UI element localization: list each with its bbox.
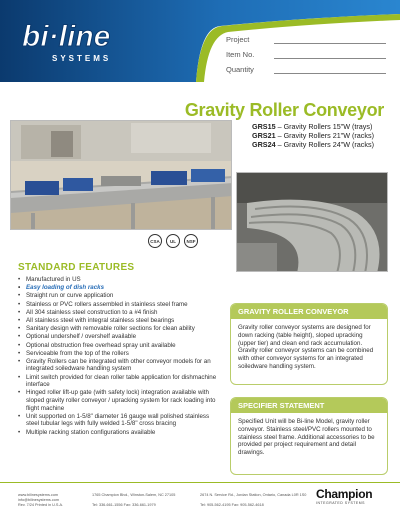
project-field[interactable] xyxy=(226,30,386,44)
feature-item: • All stainless steel with integral stainless steel bearings xyxy=(18,317,218,325)
model-desc: – Gravity Rollers 15"W (trays) xyxy=(275,122,373,131)
header xyxy=(0,0,400,82)
features-title: STANDARD FEATURES xyxy=(18,262,135,273)
feature-item: • Stainless or PVC rollers assembled in stainless steel frame xyxy=(18,301,218,309)
feature-item: • Serviceable from the top of the rollers xyxy=(18,350,218,358)
footer-address-ca xyxy=(200,493,306,508)
champion-logo xyxy=(316,487,388,511)
kitchen-conveyor-photo xyxy=(10,120,232,230)
model-row xyxy=(252,140,392,149)
footer-contact-web xyxy=(18,493,63,508)
footer-ca-address: 2674 N. Service Rd., Jordan Station, Ontario, Canada L0R 1S0 xyxy=(200,493,307,497)
nsf-mark-icon: NSF xyxy=(184,234,198,248)
feature-item: • Manufactured in US xyxy=(18,276,218,284)
feature-item: • Unit supported on 1-5/8" diameter 16 gauge wall polished stainless steel tubular legs with fully welded 1-5/8" cross bracing xyxy=(18,413,218,428)
model-code: GRS21 xyxy=(252,131,276,140)
quantity-line xyxy=(274,65,386,74)
specifier-box-title: SPECIFIER STATEMENT xyxy=(231,398,387,413)
logo-wordmark: bi·line xyxy=(22,20,111,53)
model-list xyxy=(252,122,392,149)
item-no-label: Item No. xyxy=(226,50,255,59)
feature-item: • All 304 stainless steel construction to a #4 finish xyxy=(18,309,218,317)
model-code: GRS15 xyxy=(252,122,276,131)
logo-subtitle: SYSTEMS xyxy=(52,54,112,63)
footer-us-address: 1765 Champion Blvd., Winston-Salem, NC 27105 xyxy=(92,493,176,497)
feature-item: • Easy loading of dish racks xyxy=(18,284,218,292)
item-no-field[interactable] xyxy=(226,45,386,59)
model-row xyxy=(252,122,392,131)
project-label: Project xyxy=(226,35,250,44)
project-fields xyxy=(226,30,386,75)
conveyor-description-box xyxy=(230,303,388,385)
footer-revision: Rev. 7/24 Printed in U.S.A. xyxy=(18,503,64,507)
model-desc: – Gravity Rollers 21"W (racks) xyxy=(275,131,374,140)
footer-address-us xyxy=(92,493,175,508)
model-row xyxy=(252,131,392,140)
feature-item: • Limit switch provided for clean roller table application for dishmachine interface xyxy=(18,374,218,389)
champion-subtitle: INTEGRATED SYSTEMS xyxy=(316,501,365,505)
quantity-label: Quantity xyxy=(226,65,254,74)
feature-item: • Hinged roller lift-up gate (with safety lock) integration available with sloped gravity roller conveyor / upracking system for rack loading into flight machine xyxy=(18,389,218,412)
feature-item: • Optional undershelf / overshelf available xyxy=(18,333,218,341)
curved-roller-photo xyxy=(236,172,388,272)
csa-mark-icon: CSA xyxy=(148,234,162,248)
feature-item: • Gravity Rollers can be integrated with other conveyor models for an integrated soiledware handling system xyxy=(18,358,218,373)
footer xyxy=(0,482,400,516)
page-title: Gravity Roller Conveyor xyxy=(184,100,384,120)
footer-website[interactable]: www.bilinesystems.com xyxy=(18,493,59,497)
specifier-statement-box xyxy=(230,397,388,475)
model-desc: – Gravity Rollers 24"W (racks) xyxy=(275,140,374,149)
feature-item: • Optional obstruction free overhead spray unit available xyxy=(18,342,218,350)
project-line xyxy=(274,35,386,44)
quantity-field[interactable] xyxy=(226,60,386,74)
specifier-box-body: Specified Unit will be Bi-line Model, gravity roller conveyor. Stainless steel/PVC rollers mounted to stainless steel frame. Additional accessories to be provided per project requirement and detail drawings. xyxy=(238,418,375,457)
feature-item: • Straight run or curve application xyxy=(18,292,218,300)
bi-line-logo xyxy=(22,22,142,72)
champion-wordmark: Champion xyxy=(316,487,373,501)
item-no-line xyxy=(274,50,386,59)
ul-mark-icon: UL xyxy=(166,234,180,248)
certification-marks xyxy=(148,234,198,248)
features-list xyxy=(18,276,218,437)
conveyor-box-body: Gravity roller conveyor systems are designed for down racking (table height), sloped upracking (upper tier) and clean end rack accumulation. Gravity roller conveyor systems can be combined with other conveyor systems for an integrated soiledware handling system. xyxy=(238,324,374,370)
feature-item: • Sanitary design with removable roller sections for clean ability xyxy=(18,325,218,333)
footer-ca-phone: Tel: 905-562-4195 Fax: 905-562-4618 xyxy=(200,503,264,507)
footer-email[interactable]: info@bilinesystems.com xyxy=(18,498,59,502)
model-code: GRS24 xyxy=(252,140,276,149)
footer-us-phone: Tel: 336-661-1556 Fax: 336-661-1979 xyxy=(92,503,156,507)
conveyor-box-title: GRAVITY ROLLER CONVEYOR xyxy=(231,304,387,319)
feature-item: • Multiple racking station configurations available xyxy=(18,429,218,437)
